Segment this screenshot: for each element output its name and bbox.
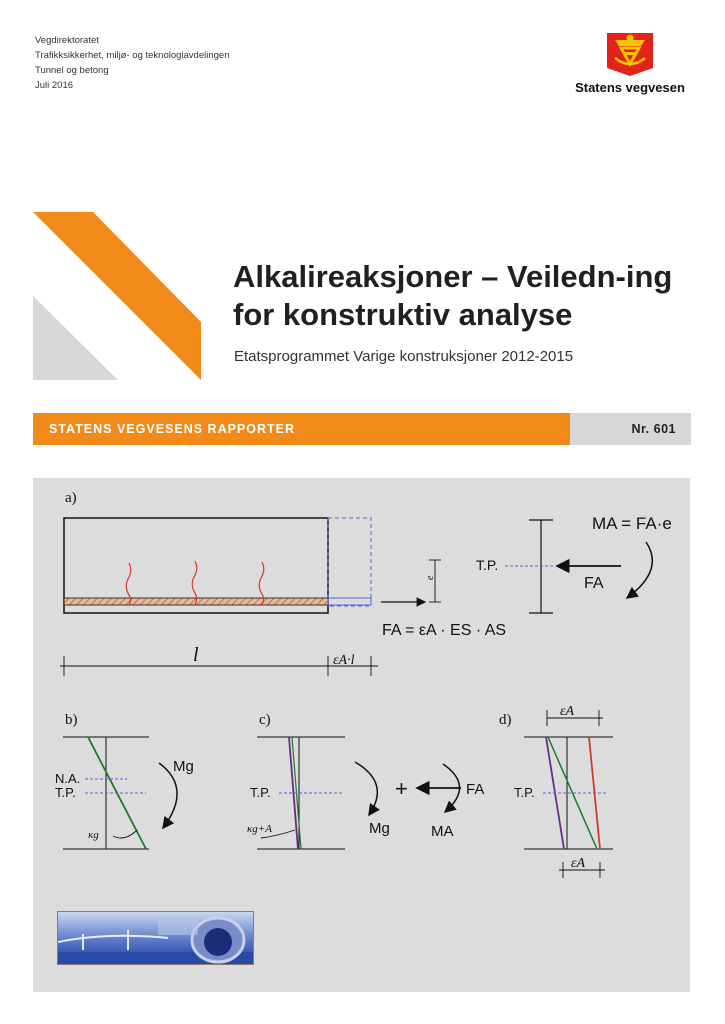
c-tp-label: T.P. bbox=[250, 785, 271, 800]
logo-text: Statens vegvesen bbox=[575, 80, 685, 95]
organization-info bbox=[35, 33, 229, 93]
panel-d-label: d) bbox=[499, 712, 512, 728]
org-line-department: Trafikksikkerhet, miljø- og teknologiavdelingen bbox=[35, 50, 230, 61]
bridge-photo-strip bbox=[57, 911, 254, 965]
decorative-diagonal-shapes bbox=[33, 210, 203, 382]
panel-a-label: a) bbox=[65, 490, 77, 506]
c-force-label: FA bbox=[466, 781, 485, 798]
org-line-section: Tunnel og betong bbox=[35, 65, 109, 76]
d-eps-bottom-label: εA bbox=[571, 856, 586, 871]
bridge-photo-image bbox=[58, 912, 253, 964]
figure-panel bbox=[33, 478, 690, 992]
d-tp-label: T.P. bbox=[514, 785, 535, 800]
org-line-date: Juli 2016 bbox=[35, 80, 74, 91]
b-na-label: N.A. bbox=[55, 771, 81, 786]
expanded-rebar bbox=[328, 598, 371, 605]
c-plus-sign: + bbox=[395, 776, 408, 801]
force-equation: FA = εA · ES · AS bbox=[382, 622, 507, 639]
report-series-bar bbox=[33, 413, 570, 445]
moment-arrow-a bbox=[627, 542, 652, 598]
report-title: Alkalireaksjoner – Veiledn-ing for konstruktiv analyse bbox=[233, 259, 673, 332]
eccentricity-label: e bbox=[425, 575, 436, 580]
b-tp-label: T.P. bbox=[55, 785, 76, 800]
c-moment-g-label: Mg bbox=[369, 820, 390, 837]
moment-equation: MA = FA·e bbox=[592, 514, 672, 533]
c-kappa-label: κg+A bbox=[247, 823, 272, 835]
b-kappa-label: κg bbox=[88, 829, 99, 841]
statens-vegvesen-crest-icon bbox=[567, 30, 693, 78]
expanded-beam-outline bbox=[328, 518, 371, 606]
elongation-label: εA·l bbox=[333, 653, 355, 668]
b-curvature-arc bbox=[113, 830, 137, 838]
panel-b-label: b) bbox=[65, 712, 78, 728]
b-moment-label: Mg bbox=[173, 758, 194, 775]
report-subtitle: Etatsprogrammet Varige konstruksjoner 2012-2015 bbox=[234, 348, 574, 365]
org-line-directorate: Vegdirektoratet bbox=[35, 35, 99, 46]
tp-label-a: T.P. bbox=[476, 557, 499, 573]
report-number-box bbox=[570, 413, 691, 445]
c-moment-arrow-g bbox=[355, 762, 377, 815]
c-moment-a-label: MA bbox=[431, 823, 454, 840]
axial-force-label: FA bbox=[584, 575, 604, 592]
d-eps-top-label: εA bbox=[560, 704, 575, 719]
panel-c-label: c) bbox=[259, 712, 271, 728]
statens-vegvesen-logo bbox=[567, 30, 693, 100]
report-series-label: STATENS VEGVESENS RAPPORTER bbox=[49, 422, 296, 436]
report-number: Nr. 601 bbox=[631, 422, 676, 436]
length-label: l bbox=[193, 644, 199, 666]
